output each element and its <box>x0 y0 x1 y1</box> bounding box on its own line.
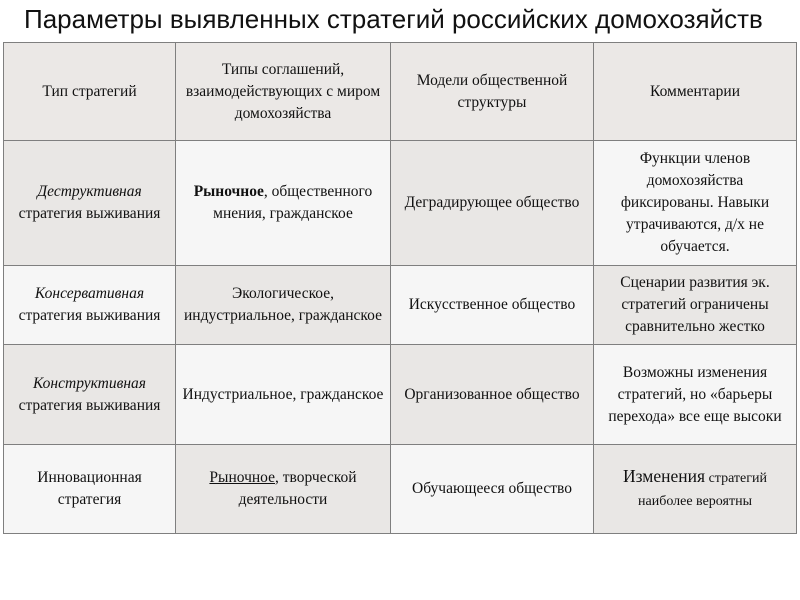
comment-cell <box>594 445 797 534</box>
strategies-table <box>3 42 797 534</box>
strategy-type-cell <box>4 266 176 345</box>
header-comments: Комментарии <box>594 43 797 141</box>
agreement-cell <box>176 445 391 534</box>
header-agreement-types: Типы соглашений, взаимодействующих с миром домохозяйства <box>176 43 391 141</box>
model-cell: Искусственное общество <box>391 266 594 345</box>
strategy-type-italic: Конструктивная <box>32 374 146 392</box>
model-cell: Обучающееся общество <box>391 445 594 534</box>
table-row <box>4 141 797 266</box>
model-cell: Деградирующее общество <box>391 141 594 266</box>
table-row <box>4 445 797 534</box>
strategy-type-rest: стратегия выживания <box>18 307 161 324</box>
page-title: Параметры выявленных стратегий российских домохозяйств <box>24 4 763 34</box>
agreement-cell: Экологическое, индустриальное, гражданское <box>176 266 391 345</box>
comment-lead: Изменения <box>623 466 706 486</box>
table-row <box>4 345 797 445</box>
table-header-row <box>4 43 797 141</box>
table-row <box>4 266 797 345</box>
agreement-lead: Рыночное <box>193 183 264 200</box>
agreement-cell <box>176 141 391 266</box>
strategy-type-rest: стратегия выживания <box>18 205 161 222</box>
agreement-lead: Рыночное <box>209 469 275 486</box>
comment-cell: Сценарии развития эк. стратегий ограничены сравнительно жестко <box>594 266 797 345</box>
header-strategy-type: Тип стратегий <box>4 43 176 141</box>
agreement-rest: , творческой деятельности <box>238 469 357 508</box>
comment-cell: Возможны изменения стратегий, но «барьеры перехода» все еще высоки <box>594 345 797 445</box>
strategy-type-cell: Инновационная стратегия <box>4 445 176 534</box>
agreement-rest: , общественного мнения, гражданское <box>213 183 373 222</box>
header-structure-models: Модели общественной структуры <box>391 43 594 141</box>
strategy-type-italic: Деструктивная <box>37 183 142 200</box>
comment-rest: стратегий наиболее вероятны <box>638 471 767 509</box>
model-cell: Организованное общество <box>391 345 594 445</box>
strategy-type-cell <box>4 345 176 445</box>
agreement-cell: Индустриальное, гражданское <box>176 345 391 445</box>
strategy-type-italic: Консервативная <box>34 285 145 302</box>
strategy-type-cell <box>4 141 176 266</box>
comment-cell: Функции членов домохозяйства фиксированы. Навыки утрачиваются, д/х не обучается. <box>594 141 797 266</box>
strategy-type-rest: стратегия выживания <box>18 396 161 414</box>
